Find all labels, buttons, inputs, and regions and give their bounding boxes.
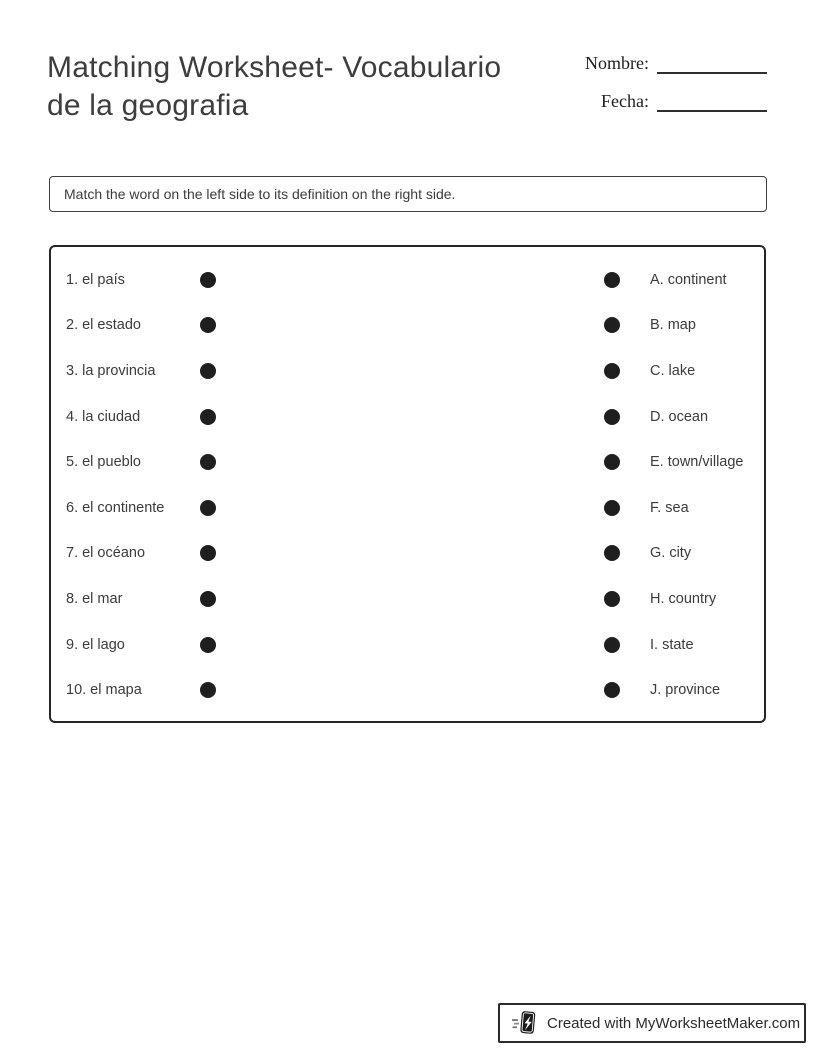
name-label: Nombre: [585, 53, 649, 73]
match-row [51, 303, 764, 349]
match-right-definition: H. country [650, 590, 717, 607]
match-row [51, 348, 764, 394]
match-row [51, 667, 764, 713]
myworksheetmaker-logo-icon [511, 1009, 538, 1037]
match-row [51, 394, 764, 440]
match-left-term: 2. el estado [66, 317, 141, 334]
match-left-term: 6. el continente [66, 499, 165, 516]
match-dot-left[interactable] [200, 363, 216, 379]
match-left-term: 9. el lago [66, 636, 125, 653]
match-dot-left[interactable] [200, 545, 216, 561]
match-dot-left[interactable] [200, 591, 216, 607]
page-title-line2: de la geografia [47, 89, 249, 122]
match-right-definition: E. town/village [650, 454, 744, 471]
match-left-term: 10. el mapa [66, 682, 142, 699]
page-title-line1: Matching Worksheet- Vocabulario [47, 51, 502, 84]
footer-credit-text: Created with MyWorksheetMaker.com [547, 1014, 801, 1032]
match-left-term: 4. la ciudad [66, 408, 141, 425]
match-row [51, 531, 764, 577]
match-right-definition: C. lake [650, 362, 696, 379]
match-row [51, 257, 764, 303]
match-dot-right[interactable] [604, 454, 620, 470]
match-row [51, 485, 764, 531]
match-left-term: 8. el mar [66, 590, 123, 607]
match-right-definition: A. continent [650, 271, 727, 288]
match-dot-right[interactable] [604, 500, 620, 516]
match-dot-left[interactable] [200, 272, 216, 288]
match-dot-right[interactable] [604, 363, 620, 379]
date-label: Fecha: [601, 91, 649, 111]
match-dot-left[interactable] [200, 637, 216, 653]
match-dot-right[interactable] [604, 545, 620, 561]
match-right-definition: D. ocean [650, 408, 709, 425]
match-right-definition: I. state [650, 636, 694, 653]
match-dot-right[interactable] [604, 637, 620, 653]
match-row [51, 576, 764, 622]
match-left-term: 5. el pueblo [66, 454, 141, 471]
match-right-definition: B. map [650, 317, 696, 334]
match-row [51, 439, 764, 485]
match-left-term: 3. la provincia [66, 362, 156, 379]
match-dot-left[interactable] [200, 409, 216, 425]
footer-credit-box [498, 1003, 806, 1043]
match-dot-right[interactable] [604, 591, 620, 607]
match-row [51, 622, 764, 668]
match-right-definition: F. sea [650, 499, 689, 516]
match-dot-left[interactable] [200, 500, 216, 516]
instructions-text: Match the word on the left side to its definition on the right side. [64, 186, 456, 202]
name-date-block [585, 52, 767, 128]
match-right-definition: G. city [650, 545, 692, 562]
match-dot-left[interactable] [200, 454, 216, 470]
name-blank-line [657, 57, 767, 74]
match-dot-right[interactable] [604, 272, 620, 288]
date-blank-line [657, 95, 767, 112]
page-title [47, 49, 501, 125]
match-dot-left[interactable] [200, 317, 216, 333]
match-dot-right[interactable] [604, 409, 620, 425]
instructions-box [49, 176, 767, 212]
matching-box [49, 245, 766, 723]
match-dot-right[interactable] [604, 682, 620, 698]
match-dot-left[interactable] [200, 682, 216, 698]
match-right-definition: J. province [650, 682, 721, 699]
date-row [585, 90, 767, 112]
match-left-term: 7. el océano [66, 545, 146, 562]
match-dot-right[interactable] [604, 317, 620, 333]
name-row [585, 52, 767, 74]
match-left-term: 1. el país [66, 271, 125, 288]
